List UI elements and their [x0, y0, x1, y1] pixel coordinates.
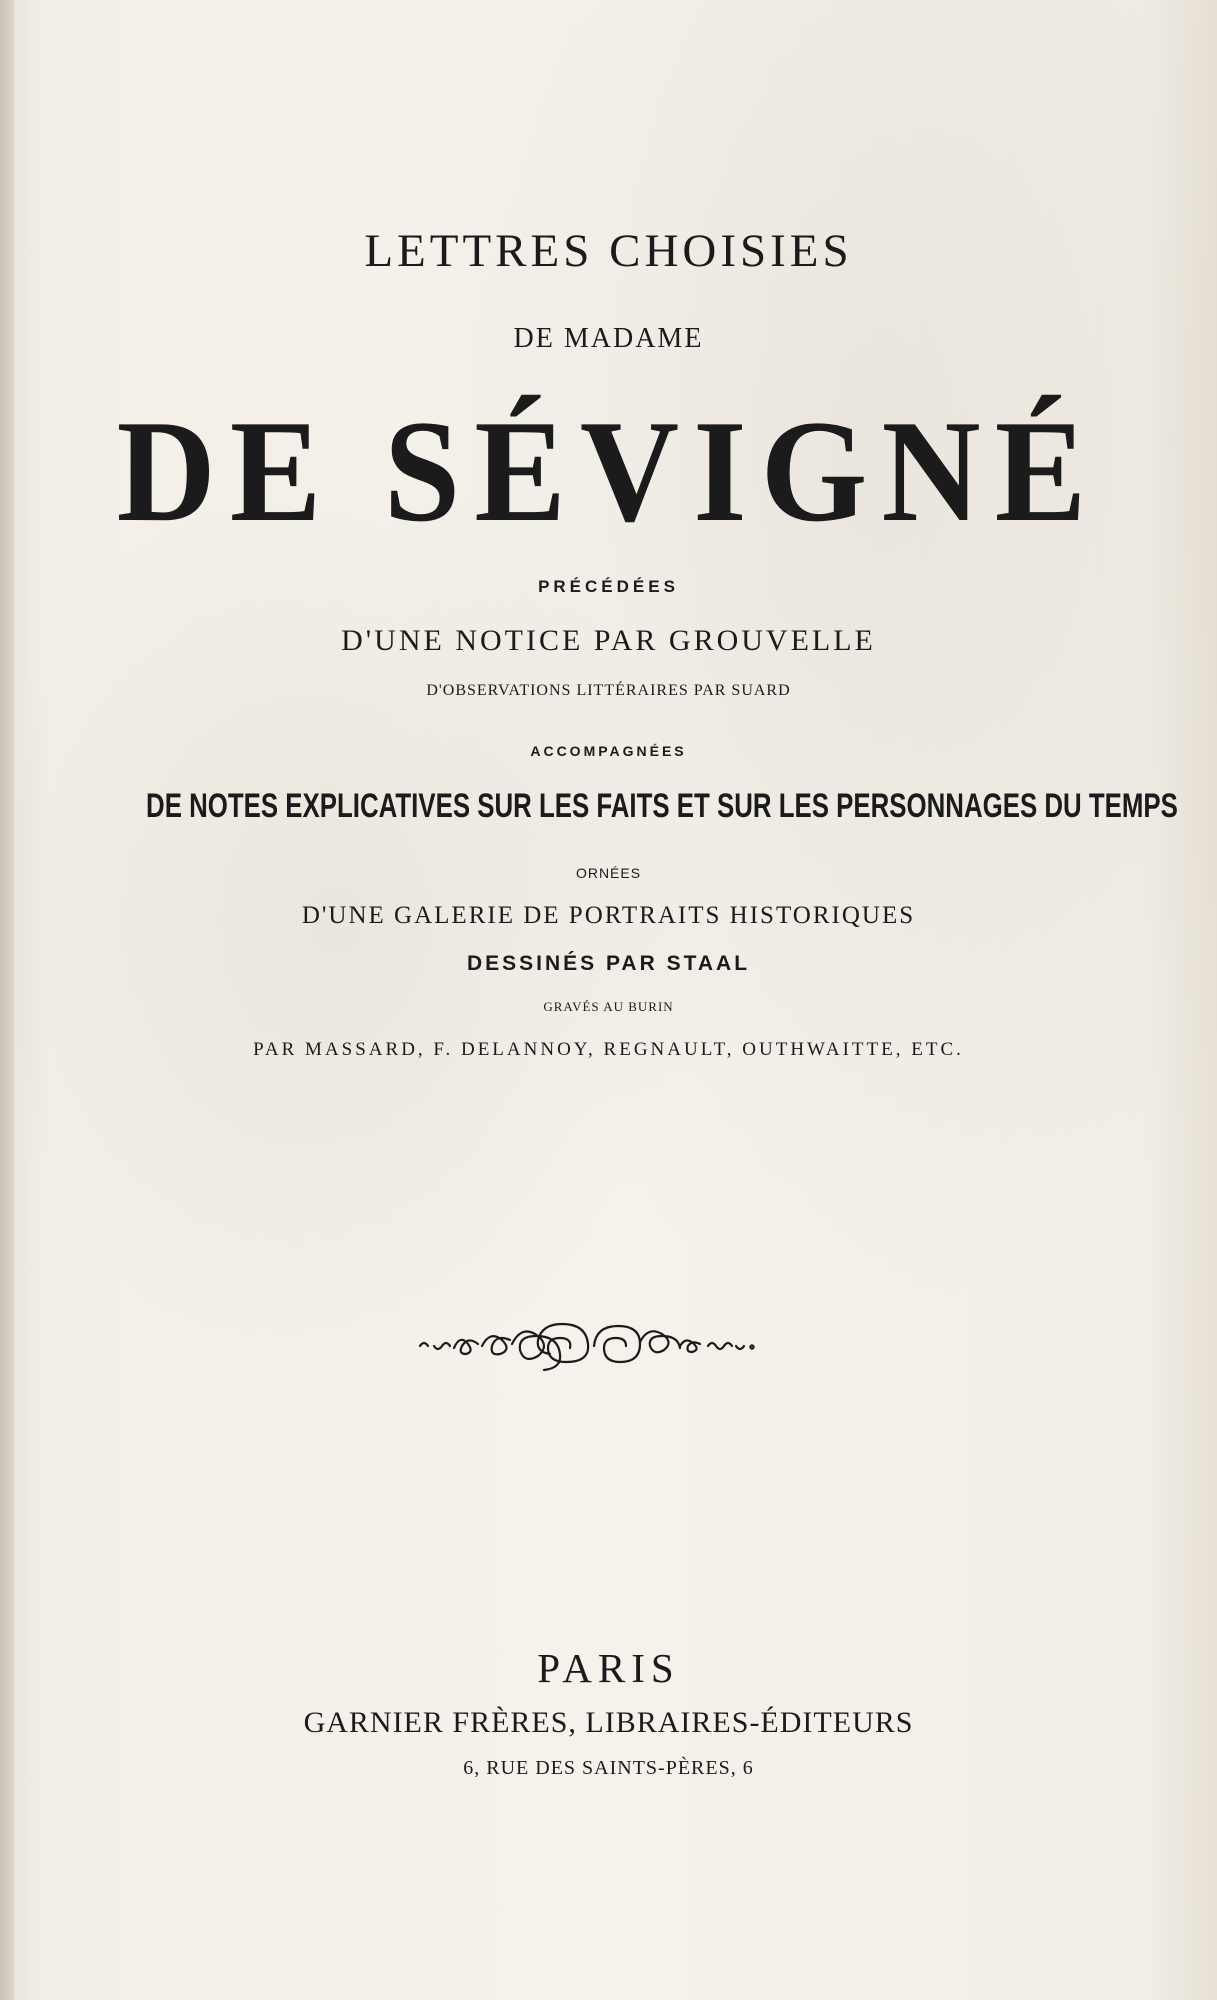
observations-line: D'OBSERVATIONS LITTÉRAIRES PAR SUARD — [426, 682, 791, 699]
scroll-flourish-ornament-icon — [418, 1316, 758, 1372]
accompanied-line: ACCOMPAGNÉES — [530, 743, 687, 759]
imprint-publisher: GARNIER FRÈRES, LIBRAIRES-ÉDITEURS — [303, 1706, 914, 1739]
engravers-line: PAR MASSARD, F. DELANNOY, REGNAULT, OUTHWAITTE, ETC. — [253, 1039, 964, 1060]
notes-line: DE NOTES EXPLICATIVES SUR LES FAITS ET SUR LES PERSONNAGES DU TEMPS — [146, 787, 1178, 825]
dessines-line: DESSINÉS PAR STAAL — [466, 952, 751, 975]
preceded-line: PRÉCÉDÉES — [538, 577, 679, 596]
graves-line: GRAVÉS AU BURIN — [543, 999, 674, 1014]
notice-line: D'UNE NOTICE PAR GROUVELLE — [341, 624, 876, 657]
galerie-line: D'UNE GALERIE DE PORTRAITS HISTORIQUES — [301, 902, 916, 929]
ornees-line: ORNÉES — [575, 865, 642, 881]
book-title: LETTRES CHOISIES — [364, 225, 853, 277]
of-madame-line: DE MADAME — [513, 323, 704, 354]
imprint-address: 6, RUE DES SAINTS-PÈRES, 6 — [463, 1757, 754, 1779]
imprint-city: PARIS — [537, 1645, 680, 1691]
author-name: DE SÉVIGNÉ — [116, 390, 1101, 552]
